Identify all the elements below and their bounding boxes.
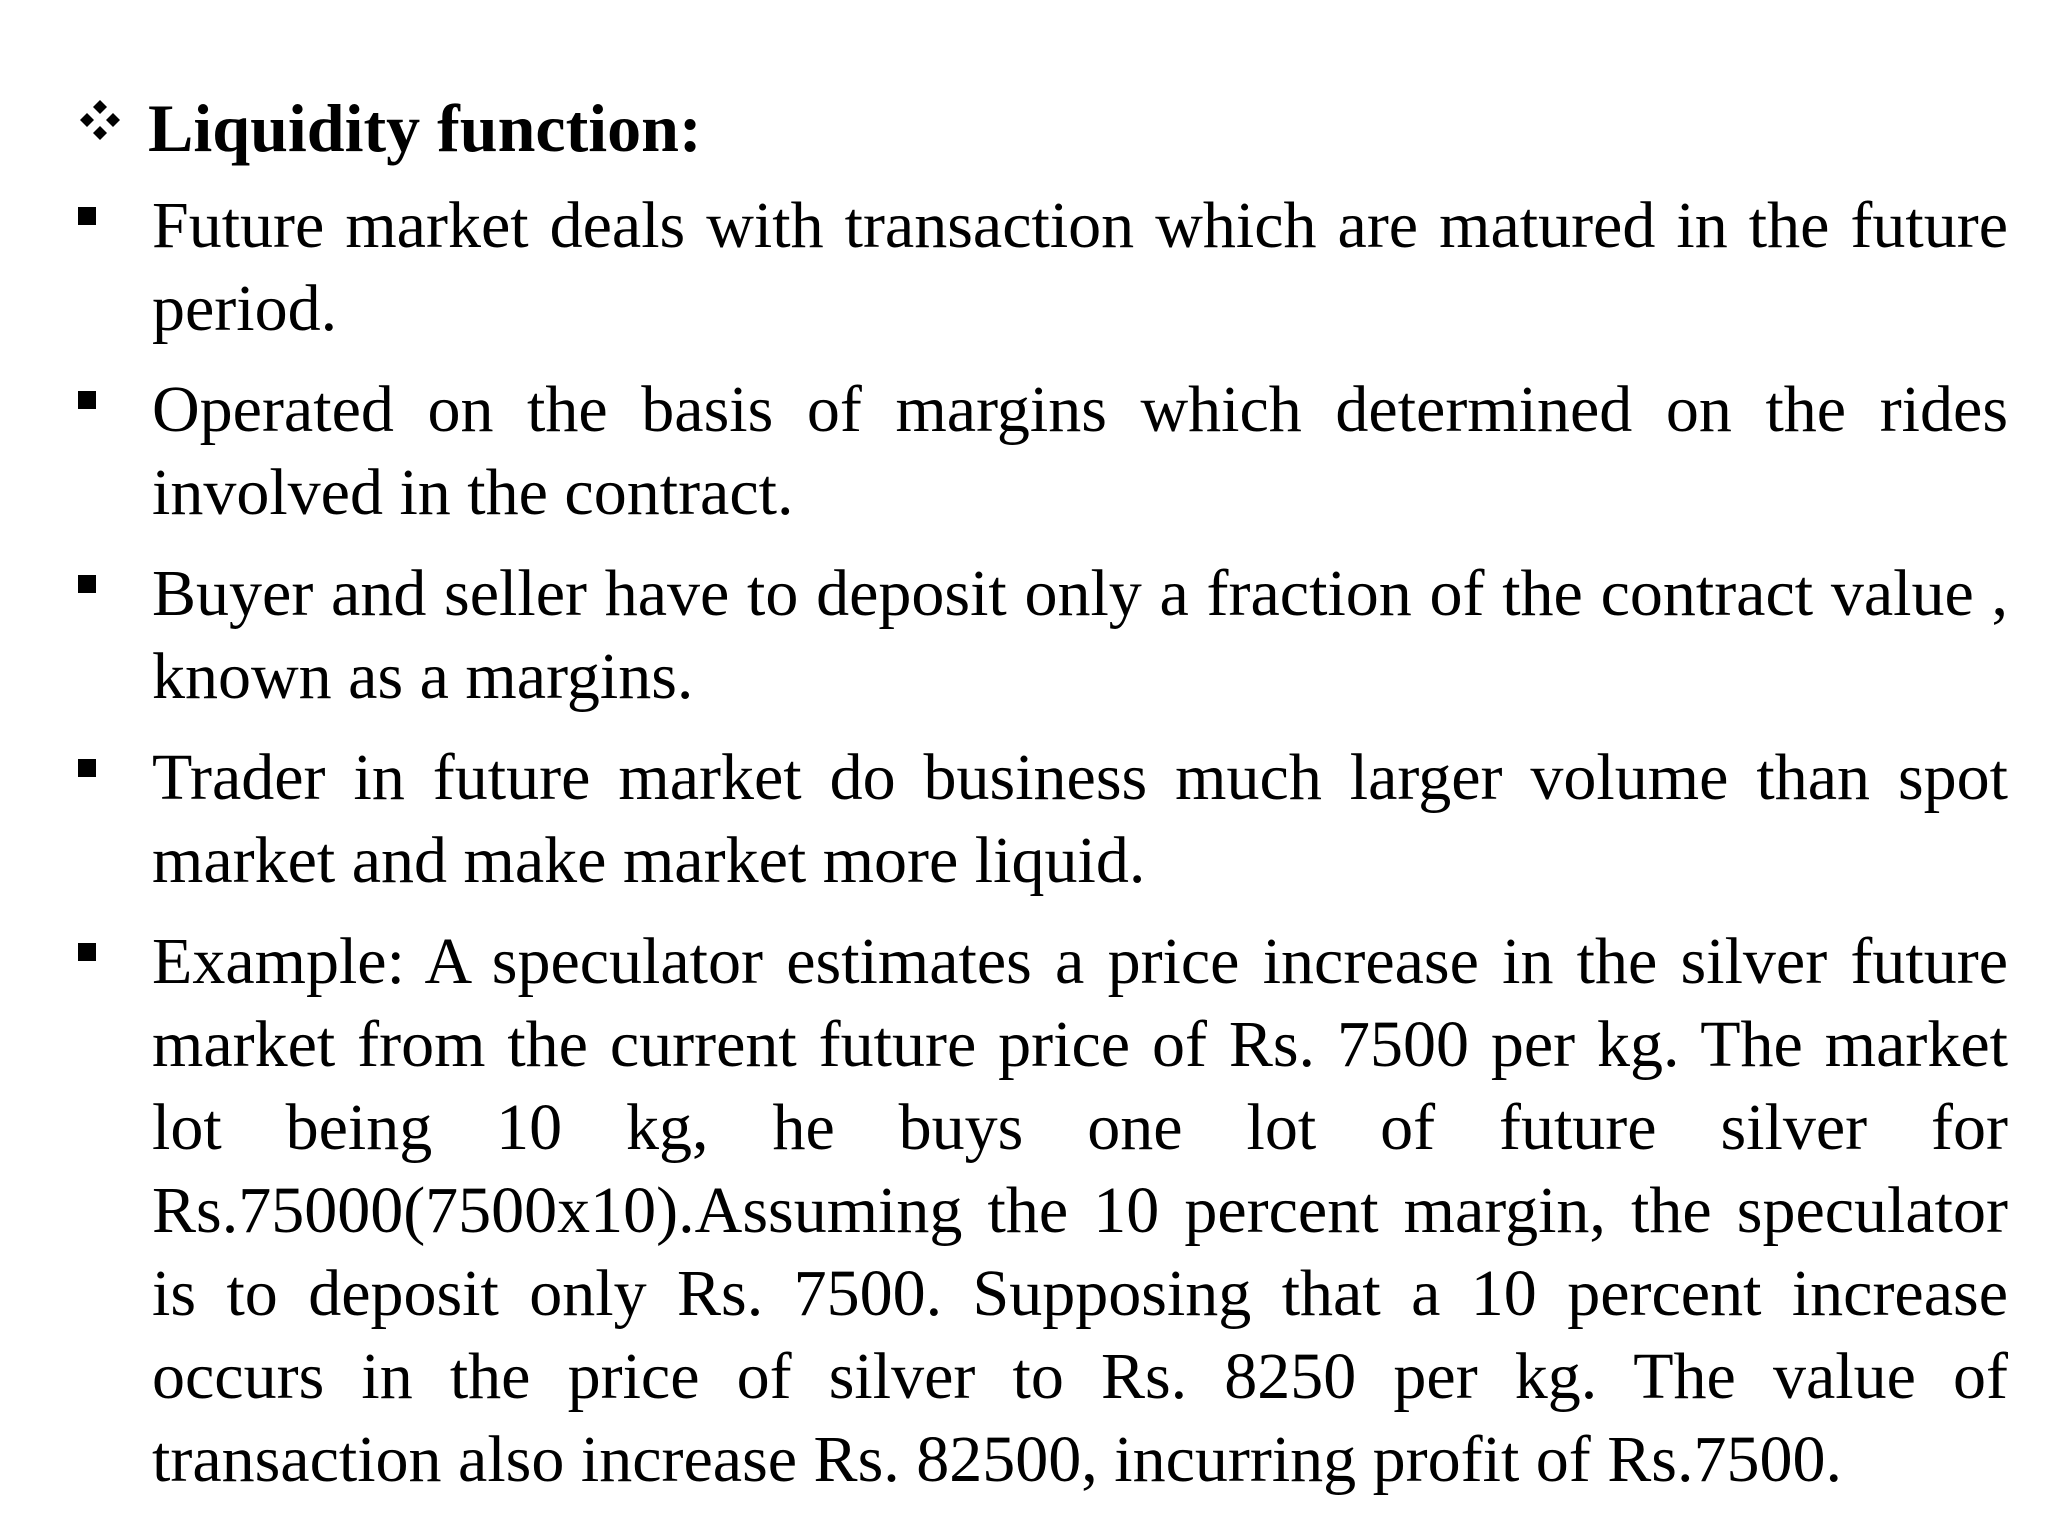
- bullet-text: Operated on the basis of margins which determined on the rides involved in the contract.: [152, 373, 2008, 529]
- bullet-list: [78, 184, 2008, 1519]
- square-bullet-icon: [78, 207, 96, 225]
- bullet-text: Future market deals with transaction which are matured in the future period.: [152, 189, 2008, 345]
- bullet-item: [78, 184, 2008, 350]
- bullet-text: Trader in future market do business much larger volume than spot market and make market more liquid.: [152, 741, 2008, 897]
- bullet-item: [78, 368, 2008, 534]
- bullet-text: Buyer and seller have to deposit only a fraction of the contract value , known as a margins.: [152, 557, 2008, 713]
- square-bullet-icon: [78, 391, 96, 409]
- square-bullet-icon: [78, 943, 96, 961]
- bullet-text: Example: A speculator estimates a price increase in the silver future market from the current future price of Rs. 7500 per kg. The market lot being 10 kg, he buys one lot of future silver for Rs.75000(7500x10).Assuming the 10 percent margin, the speculator is to deposit only Rs. 7500. Supposing that a 10 percent increase occurs in the price of silver to Rs. 8250 per kg. The value of transaction also increase Rs. 82500, incurring profit of Rs.7500.: [152, 925, 2008, 1496]
- heading-row: [78, 88, 702, 168]
- bullet-item: [78, 920, 2008, 1501]
- four-diamond-icon: [78, 98, 122, 142]
- bullet-item: [78, 736, 2008, 902]
- bullet-item: [78, 552, 2008, 718]
- section-heading: Liquidity function:: [148, 90, 702, 166]
- square-bullet-icon: [78, 759, 96, 777]
- square-bullet-icon: [78, 575, 96, 593]
